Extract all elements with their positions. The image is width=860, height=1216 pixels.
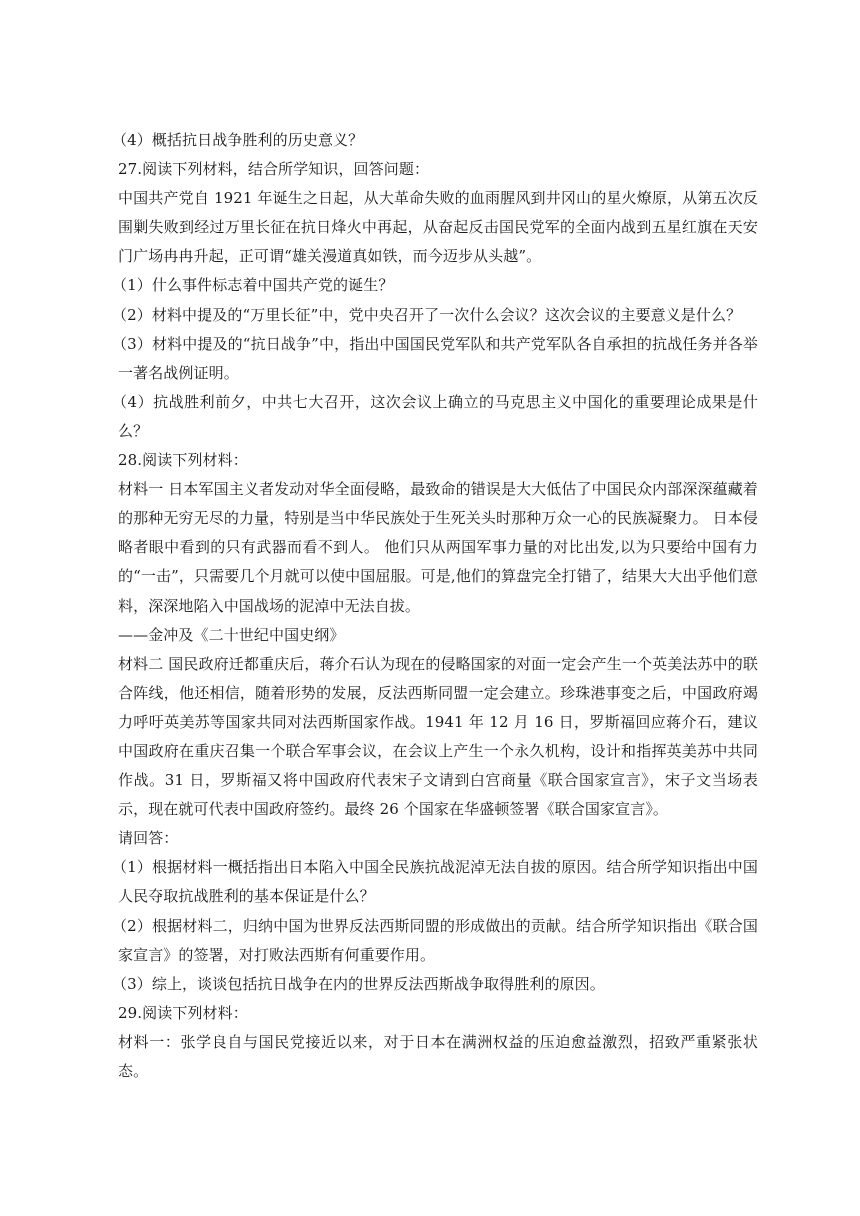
q27-sub3: （3）材料中提及的“抗日战争”中，指出中国国民党军队和共产党军队各自承担的抗战任务并各举一著名战例证明。 xyxy=(112,334,758,382)
q28-sub2: （2）根据材料二，归纳中国为世界反法西斯同盟的形成做出的贡献。结合所学知识指出《联合国家宣言》的签署，对打败法西斯有何重要作用。 xyxy=(112,916,758,964)
q28-material-1: 材料一 日本军国主义者发动对华全面侵略，最致命的错误是大大低估了中国民众内部深深蕴藏着的那种无穷无尽的力量，特别是当中华民族处于生死关头时那种万众一心的民族凝聚力。 日本侵略者眼中看到的只有武器而看不到人。 他们只从两国军事力量的对比出发,以为只要给中国有力的“一击”，只需要几个月就可以使中国屈服。可是,他们的算盘完全打错了，结果大大出乎他们意料，深深地陷入中国战场的泥淖中无法自拔。 xyxy=(118,480,758,615)
q27-sub2: （2）材料中提及的“万里长征”中，党中央召开了一次什么会议？这次会议的主要意义是什么？ xyxy=(112,305,742,324)
q29-heading: 29.阅读下列材料： xyxy=(118,1003,248,1022)
q29-material-1: 材料一：张学良自与国民党接近以来，对于日本在满洲权益的压迫愈益激烈，招致严重紧张状态。 xyxy=(118,1032,758,1080)
q28-sub3: （3）综上，谈谈包括抗日战争在内的世界反法西斯战争取得胜利的原因。 xyxy=(112,974,605,993)
q28-heading: 28.阅读下列材料： xyxy=(118,451,248,470)
q28-material-2: 材料二 国民政府迁都重庆后，蒋介石认为现在的侵略国家的对面一定会产生一个英美法苏中的联合阵线，他还相信，随着形势的发展，反法西斯同盟一定会建立。珍珠港事变之后，中国政府竭力呼吁英美苏等国家共同对法西斯国家作战。1941 年 12 月 16 日，罗斯福回应蒋介石，建议中国政府在重庆召集一个联合军事会议，在会议上产生一个永久机构，设计和指挥英美苏中共同作战。31 日，罗斯福又将中国政府代表宋子文请到白宫商量《联合国家宣言》，宋子文当场表示，现在就可代表中国政府签约。最终 26 个国家在华盛顿签署《联合国家宣言》。 xyxy=(118,654,758,819)
q28-material-1-source: ——金冲及《二十世纪中国史纲》 xyxy=(118,625,345,644)
q27-material: 中国共产党自 1921 年诞生之日起，从大革命失败的血雨腥风到井冈山的星火燎原，从第五次反围剿失败到经过万里长征在抗日烽火中再起，从奋起反击国民党军的全面内战到五星红旗在天安门广场冉冉升起，正可谓“雄关漫道真如铁，而今迈步从头越”。 xyxy=(118,189,758,266)
q27-heading: 27.阅读下列材料，结合所学知识，回答问题： xyxy=(118,160,430,179)
document-body xyxy=(112,126,758,1086)
q26-sub4: （4）概括抗日战争胜利的历史意义？ xyxy=(112,131,364,149)
q28-sub1: （1）根据材料一概括指出日本陷入中国全民族抗战泥淖无法自拔的原因。结合所学知识指出中国人民夺取抗战胜利的基本保证是什么？ xyxy=(112,858,758,906)
q27-sub1: （1）什么事件标志着中国共产党的诞生？ xyxy=(112,276,394,295)
q28-prompt: 请回答： xyxy=(118,829,179,848)
q27-sub4: （4）抗战胜利前夕，中共七大召开，这次会议上确立的马克思主义中国化的重要理论成果是什么？ xyxy=(112,392,758,440)
